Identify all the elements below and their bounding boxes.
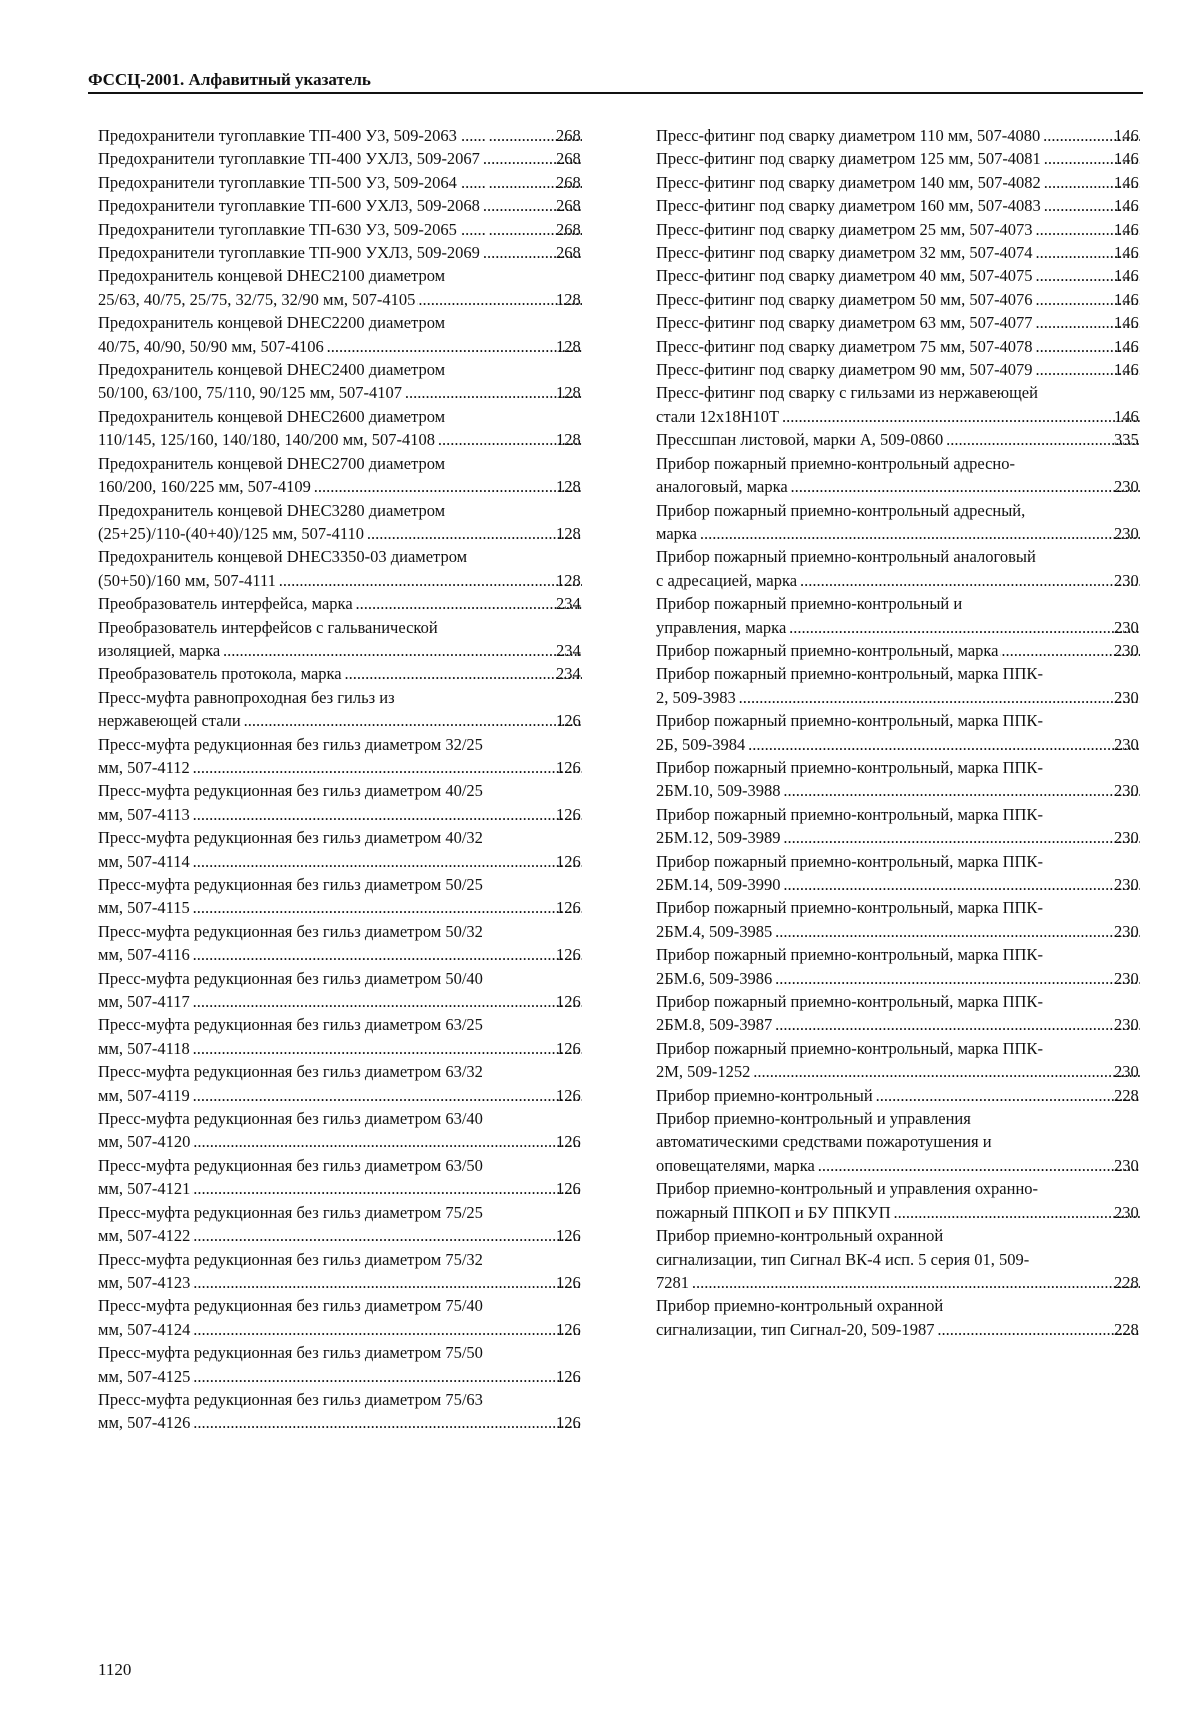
entry-text-line: Прибор пожарный приемно-контрольный, марка ППК-: [656, 757, 1043, 777]
index-entry: [98, 967, 584, 1014]
entry-text: мм, 507-4119: [98, 1085, 190, 1105]
entry-last-line: Пресс-фитинг под сварку диаметром 110 мм, 507-4080 ..... 146: [684, 124, 1142, 147]
dot-leader: [783, 826, 1140, 849]
index-entry: [98, 499, 584, 546]
entry-last-line: Прессшпан листовой, марки А, 509-0860 ..... 335: [684, 428, 1142, 451]
entry-text: 2БМ.14, 509-3990: [656, 875, 781, 894]
entry-text-line: Прибор пожарный приемно-контрольный адресно-: [656, 453, 1015, 473]
index-entry: [656, 288, 1142, 311]
entry-text-line: Пресс-фитинг под сварку с гильзами из нержавеющей: [656, 383, 1038, 403]
dot-leader: [691, 1271, 1140, 1294]
dot-leader: [192, 1037, 582, 1060]
entry-last-line: Пресс-фитинг под сварку диаметром 40 мм, 507-4075 ..... 146: [684, 264, 1142, 287]
entry-last-line: мм, 507-4121 ..... 126: [126, 1177, 584, 1200]
entry-text-line: Пресс-муфта редукционная без гильз диаметром 40/32: [98, 828, 483, 848]
entry-text: оповещателями, марка: [656, 1155, 815, 1175]
index-entry: [656, 756, 1142, 803]
entry-last-line: Пресс-фитинг под сварку диаметром 160 мм, 507-4083 ..... 146: [684, 194, 1142, 217]
dot-leader: [366, 522, 582, 545]
index-entry: [98, 826, 584, 873]
entry-text: управления, марка: [656, 617, 787, 637]
entry-last-line: сигнализации, тип Сигнал-20, 509-1987 ..... 228: [684, 1318, 1142, 1341]
index-column-left: [98, 124, 584, 1435]
index-entry: [98, 662, 584, 685]
entry-last-line: Пресс-фитинг под сварку диаметром 140 мм, 507-4082 ..... 146: [684, 171, 1142, 194]
entry-text-line: Пресс-муфта редукционная без гильз диаметром 75/40: [98, 1296, 483, 1316]
entry-text: 2БМ.10, 509-3988: [656, 781, 781, 801]
entry-last-line: стали 12х18Н10Т ..... 146: [684, 405, 1142, 428]
entry-last-line: 2Б, 509-3984 ..... 230: [684, 733, 1142, 756]
entry-text: аналоговый, марка: [656, 477, 788, 497]
entry-text: с адресацией, марка: [656, 570, 798, 590]
entry-last-line: Предохранители тугоплавкие ТП-630 У3, 509-2065 ...... ..... 268: [126, 218, 584, 241]
entry-last-line: Пресс-фитинг под сварку диаметром 32 мм, 507-4074 ..... 146: [684, 241, 1142, 264]
entry-text-line: Пресс-муфта редукционная без гильз диаметром 63/50: [98, 1155, 483, 1175]
dot-leader: [781, 405, 1140, 428]
entry-text: 2, 509-3983: [656, 687, 736, 707]
entry-text: Пресс-фитинг под сварку диаметром 160 мм, 507-4083: [656, 196, 1041, 216]
entry-text-line: Прибор пожарный приемно-контрольный аналоговый: [656, 547, 1036, 567]
index-entry: [656, 803, 1142, 850]
entry-last-line: мм, 507-4122 ..... 126: [126, 1224, 584, 1247]
entry-text: Пресс-фитинг под сварку диаметром 63 мм, 507-4077: [656, 313, 1033, 333]
dot-leader: [192, 803, 582, 826]
entry-text: Пресс-фитинг под сварку диаметром 40 мм, 507-4075: [656, 266, 1033, 286]
entry-text: мм, 507-4116: [98, 945, 190, 965]
index-entry: [98, 1154, 584, 1201]
dot-leader: [875, 1084, 1140, 1107]
entry-text: мм, 507-4126: [98, 1413, 191, 1433]
dot-leader: [222, 639, 582, 662]
entry-text-line: Предохранитель концевой DHEC2100 диаметром: [98, 266, 446, 286]
index-column-right: [656, 124, 1142, 1341]
entry-text: 2БМ.12, 509-3989: [656, 828, 781, 848]
index-entry: [98, 1107, 584, 1154]
entry-last-line: Прибор пожарный приемно-контрольный, марка ..... 230: [684, 639, 1142, 662]
entry-last-line: управления, марка ..... 230: [684, 616, 1142, 639]
index-entry: [98, 1294, 584, 1341]
index-entry: [98, 124, 584, 147]
entry-last-line: Пресс-фитинг под сварку диаметром 125 мм, 507-4081 ..... 146: [684, 147, 1142, 170]
index-entry: [98, 1388, 584, 1435]
entry-last-line: 110/145, 125/160, 140/180, 140/200 мм, 507-4108 ..... 128: [126, 428, 584, 451]
dot-leader: [192, 1084, 582, 1107]
index-entry: [656, 171, 1142, 194]
entry-text-line: Пресс-муфта редукционная без гильз диаметром 50/25: [98, 875, 483, 894]
entry-text: Предохранители тугоплавкие ТП-400 У3, 509-2063 ......: [98, 126, 486, 145]
index-entry: [98, 1248, 584, 1295]
entry-text-line: Прибор пожарный приемно-контрольный, марка ППК-: [656, 664, 1043, 684]
index-entry: [98, 194, 584, 217]
entry-text-line: Предохранитель концевой DHEC3280 диаметром: [98, 500, 446, 520]
index-entry: [656, 1224, 1142, 1294]
index-entry: [98, 405, 584, 452]
entry-last-line: Предохранители тугоплавкие ТП-400 УХЛ3, 509-2067 ..... 268: [126, 147, 584, 170]
dot-leader: [192, 1130, 582, 1153]
index-entry: [656, 1177, 1142, 1224]
entry-last-line: Прибор приемно-контрольный ..... 228: [684, 1084, 1142, 1107]
entry-text-line: сигнализации, тип Сигнал ВК-4 исп. 5 серия 01, 509-: [656, 1249, 1030, 1269]
entry-last-line: Предохранители тугоплавкие ТП-600 УХЛ3, 509-2068 ..... 268: [126, 194, 584, 217]
entry-text-line: Пресс-муфта редукционная без гильз диаметром 32/25: [98, 734, 483, 754]
entry-text: Преобразователь интерфейса, марка: [98, 594, 353, 614]
entry-text: мм, 507-4122: [98, 1226, 191, 1246]
entry-text-line: Прибор пожарный приемно-контрольный, марка ППК-: [656, 711, 1043, 731]
index-entry: [656, 990, 1142, 1037]
dot-leader: [192, 1365, 582, 1388]
entry-text: Пресс-фитинг под сварку диаметром 140 мм, 507-4082: [656, 172, 1041, 192]
index-entry: [98, 733, 584, 780]
entry-last-line: Пресс-фитинг под сварку диаметром 50 мм, 507-4076 ..... 146: [684, 288, 1142, 311]
index-entry: [656, 241, 1142, 264]
entry-text-line: Пресс-муфта редукционная без гильз диаметром 50/40: [98, 968, 483, 988]
entry-text-line: Пресс-муфта редукционная без гильз диаметром 50/32: [98, 921, 483, 941]
dot-leader: [788, 616, 1140, 639]
entry-text: Предохранители тугоплавкие ТП-600 УХЛ3, 509-2068: [98, 196, 480, 216]
entry-text: (50+50)/160 мм, 507-4111: [98, 570, 276, 590]
entry-last-line: (25+25)/110-(40+40)/125 мм, 507-4110 ..... 128: [126, 522, 584, 545]
dot-leader: [738, 686, 1140, 709]
dot-leader: [799, 569, 1140, 592]
entry-last-line: Предохранители тугоплавкие ТП-900 УХЛ3, 509-2069 ..... 268: [126, 241, 584, 264]
dot-leader: [192, 1224, 582, 1247]
index-entry: [98, 616, 584, 663]
index-entry: [656, 662, 1142, 709]
index-entry: [98, 358, 584, 405]
entry-text: мм, 507-4121: [98, 1179, 191, 1199]
entry-text-line: Прибор пожарный приемно-контрольный и: [656, 594, 963, 614]
dot-leader: [192, 990, 582, 1013]
entry-text: изоляцией, марка: [98, 640, 221, 660]
dot-leader: [192, 1271, 582, 1294]
entry-text: нержавеющей стали: [98, 711, 241, 731]
entry-text-line: Предохранитель концевой DHEC2600 диаметром: [98, 406, 446, 426]
index-entry: [656, 335, 1142, 358]
entry-text: 2БМ.4, 509-3985: [656, 921, 773, 941]
entry-text: сигнализации, тип Сигнал-20, 509-1987: [656, 1319, 935, 1339]
entry-text: 2Б, 509-3984: [656, 734, 746, 754]
entry-text: мм, 507-4120: [98, 1132, 191, 1152]
entry-text: мм, 507-4112: [98, 757, 190, 777]
dot-leader: [192, 850, 582, 873]
index-entry: [98, 873, 584, 920]
index-entry: [98, 241, 584, 264]
entry-last-line: 2БМ.10, 509-3988 ..... 230: [684, 779, 1142, 802]
dot-leader: [326, 335, 582, 358]
dot-leader: [192, 1318, 582, 1341]
entry-last-line: мм, 507-4124 ..... 126: [126, 1318, 584, 1341]
entry-text: мм, 507-4114: [98, 851, 190, 871]
entry-last-line: изоляцией, марка ..... 234: [126, 639, 584, 662]
entry-text-line: Прибор пожарный приемно-контрольный, марка ППК-: [656, 898, 1043, 918]
index-entry: [656, 1084, 1142, 1107]
index-entry: [98, 452, 584, 499]
dot-leader: [783, 779, 1140, 802]
entry-text-line: Прибор пожарный приемно-контрольный адресный,: [656, 500, 1026, 520]
index-entry: [656, 850, 1142, 897]
entry-text-line: Пресс-муфта редукционная без гильз диаметром 75/63: [98, 1389, 483, 1409]
index-entry: [656, 381, 1142, 428]
entry-last-line: 2М, 509-1252 ..... 230: [684, 1060, 1142, 1083]
index-entry: [656, 709, 1142, 756]
index-entry: [98, 1013, 584, 1060]
index-entry: [656, 147, 1142, 170]
index-entry: [656, 1294, 1142, 1341]
index-entry: [656, 1107, 1142, 1177]
entry-text: пожарный ППКОП и БУ ППКУП: [656, 1202, 891, 1222]
dot-leader: [355, 592, 582, 615]
index-entry: [656, 639, 1142, 662]
entry-text: мм, 507-4125: [98, 1366, 191, 1386]
index-entry: [98, 147, 584, 170]
entry-text: стали 12х18Н10Т: [656, 406, 780, 426]
dot-leader: [752, 1060, 1140, 1083]
page-number: 1120: [98, 1660, 132, 1679]
entry-text: Предохранители тугоплавкие ТП-400 УХЛ3, 509-2067: [98, 149, 480, 169]
entry-text: мм, 507-4123: [98, 1272, 191, 1292]
entry-text: мм, 507-4124: [98, 1319, 191, 1339]
index-entry: [98, 920, 584, 967]
entry-last-line: 40/75, 40/90, 50/90 мм, 507-4106 ..... 128: [126, 335, 584, 358]
entry-text: Пресс-фитинг под сварку диаметром 25 мм, 507-4073: [656, 219, 1033, 239]
entry-last-line: 25/63, 40/75, 25/75, 32/75, 32/90 мм, 507-4105 ..... 128: [126, 288, 584, 311]
entry-last-line: мм, 507-4126 ..... 126: [126, 1411, 584, 1434]
entry-text: 2БМ.8, 509-3987: [656, 1015, 773, 1035]
entry-text: 7281: [656, 1272, 689, 1292]
entry-last-line: 160/200, 160/225 мм, 507-4109 ..... 128: [126, 475, 584, 498]
dot-leader: [192, 896, 582, 919]
entry-text-line: Прибор пожарный приемно-контрольный, марка ППК-: [656, 1038, 1043, 1058]
dot-leader: [192, 1177, 582, 1200]
entry-last-line: 2БМ.4, 509-3985 ..... 230: [684, 920, 1142, 943]
dot-leader: [817, 1154, 1140, 1177]
entry-last-line: 2БМ.6, 509-3986 ..... 230: [684, 967, 1142, 990]
index-entry: [656, 358, 1142, 381]
entry-last-line: оповещателями, марка ..... 230: [684, 1154, 1142, 1177]
entry-text-line: Пресс-муфта редукционная без гильз диаметром 63/32: [98, 1062, 483, 1082]
entry-last-line: мм, 507-4115 ..... 126: [126, 896, 584, 919]
entry-last-line: Предохранители тугоплавкие ТП-500 У3, 509-2064 ...... ..... 268: [126, 171, 584, 194]
index-entry: [656, 452, 1142, 499]
entry-text: мм, 507-4117: [98, 992, 190, 1012]
entry-last-line: аналоговый, марка ..... 230: [684, 475, 1142, 498]
entry-text-line: Прибор приемно-контрольный охранной: [656, 1226, 944, 1246]
entry-text: 2БМ.6, 509-3986: [656, 968, 773, 988]
entry-last-line: Предохранители тугоплавкие ТП-400 У3, 509-2063 ...... ..... 268: [126, 124, 584, 147]
entry-last-line: мм, 507-4114 ..... 126: [126, 850, 584, 873]
dot-leader: [945, 428, 1140, 451]
entry-text: (25+25)/110-(40+40)/125 мм, 507-4110: [98, 523, 365, 543]
dot-leader: [344, 662, 582, 685]
entry-text: 25/63, 40/75, 25/75, 32/75, 32/90 мм, 507-4105: [98, 289, 416, 309]
entry-text: 40/75, 40/90, 50/90 мм, 507-4106: [98, 336, 324, 356]
dot-leader: [747, 733, 1140, 756]
entry-text-line: Прибор пожарный приемно-контрольный, марка ППК-: [656, 945, 1043, 965]
index-entry: [98, 1060, 584, 1107]
entry-last-line: мм, 507-4120 ..... 126: [126, 1130, 584, 1153]
dot-leader: [192, 756, 582, 779]
entry-text-line: Пресс-муфта редукционная без гильз диаметром 63/40: [98, 1109, 483, 1129]
dot-leader: [893, 1201, 1140, 1224]
index-entry: [98, 592, 584, 615]
entry-text-line: Предохранитель концевой DHEC2200 диаметром: [98, 313, 446, 333]
entry-text: Прибор приемно-контрольный: [656, 1085, 873, 1105]
entry-text: Прессшпан листовой, марки А, 509-0860: [656, 430, 944, 450]
entry-last-line: мм, 507-4125 ..... 126: [126, 1365, 584, 1388]
entry-last-line: Пресс-фитинг под сварку диаметром 25 мм, 507-4073 ..... 146: [684, 218, 1142, 241]
entry-last-line: 7281 ..... 228: [684, 1271, 1142, 1294]
entry-text-line: Пресс-муфта редукционная без гильз диаметром 63/25: [98, 1015, 483, 1035]
entry-last-line: пожарный ППКОП и БУ ППКУП ..... 230: [684, 1201, 1142, 1224]
entry-text-line: Прибор приемно-контрольный охранной: [656, 1296, 944, 1316]
entry-text: Предохранители тугоплавкие ТП-500 У3, 509-2064 ......: [98, 172, 486, 192]
dot-leader: [192, 943, 582, 966]
entry-last-line: 2, 509-3983 ..... 230: [684, 686, 1142, 709]
index-entry: [98, 1201, 584, 1248]
entry-last-line: 50/100, 63/100, 75/110, 90/125 мм, 507-4107 ..... 128: [126, 381, 584, 404]
index-entry: [656, 943, 1142, 990]
entry-text-line: Пресс-муфта редукционная без гильз диаметром 40/25: [98, 781, 483, 801]
entry-text-line: Пресс-муфта равнопроходная без гильз из: [98, 687, 395, 707]
dot-leader: [192, 1411, 582, 1434]
index-entry: [656, 545, 1142, 592]
entry-text-line: Предохранитель концевой DHEC2400 диаметром: [98, 360, 446, 380]
index-entry: [98, 545, 584, 592]
index-entry: [98, 264, 584, 311]
entry-text: Преобразователь протокола, марка: [98, 664, 342, 684]
entry-last-line: 2БМ.12, 509-3989 ..... 230: [684, 826, 1142, 849]
entry-text-line: Прибор пожарный приемно-контрольный, марка ППК-: [656, 804, 1043, 824]
entry-text-line: Пресс-муфта редукционная без гильз диаметром 75/25: [98, 1202, 483, 1222]
entry-text: Прибор пожарный приемно-контрольный, марка: [656, 640, 999, 660]
entry-text: 50/100, 63/100, 75/110, 90/125 мм, 507-4107: [98, 383, 402, 403]
index-entry: [98, 218, 584, 241]
entry-text-line: Предохранитель концевой DHEC3350-03 диаметром: [98, 547, 468, 567]
index-entry: [98, 686, 584, 733]
dot-leader: [699, 522, 1140, 545]
dot-leader: [774, 1013, 1140, 1036]
page-title: ФССЦ-2001. Алфавитный указатель: [88, 70, 371, 89]
index-entry: [656, 124, 1142, 147]
entry-text: 2М, 509-1252: [656, 1062, 751, 1082]
entry-text: Пресс-фитинг под сварку диаметром 90 мм, 507-4079: [656, 360, 1033, 380]
entry-last-line: Пресс-фитинг под сварку диаметром 75 мм, 507-4078 ..... 146: [684, 335, 1142, 358]
entry-text: Пресс-фитинг под сварку диаметром 75 мм, 507-4078: [656, 336, 1033, 356]
entry-text-line: автоматическими средствами пожаротушения и: [656, 1132, 992, 1152]
entry-last-line: мм, 507-4117 ..... 126: [126, 990, 584, 1013]
index-entry: [656, 218, 1142, 241]
entry-text: Пресс-фитинг под сварку диаметром 110 мм, 507-4080: [656, 126, 1041, 145]
entry-last-line: Пресс-фитинг под сварку диаметром 90 мм, 507-4079 ..... 146: [684, 358, 1142, 381]
dot-leader: [243, 709, 582, 732]
entry-last-line: 2БМ.8, 509-3987 ..... 230: [684, 1013, 1142, 1036]
entry-text-line: Пресс-муфта редукционная без гильз диаметром 75/32: [98, 1249, 483, 1269]
index-entry: [656, 264, 1142, 287]
entry-text: 160/200, 160/225 мм, 507-4109: [98, 477, 311, 497]
index-entry: [656, 499, 1142, 546]
entry-last-line: нержавеющей стали ..... 126: [126, 709, 584, 732]
entry-last-line: 2БМ.14, 509-3990 ..... 230: [684, 873, 1142, 896]
entry-text: Предохранители тугоплавкие ТП-900 УХЛ3, 509-2069: [98, 243, 480, 263]
entry-text-line: Предохранитель концевой DHEC2700 диаметром: [98, 453, 446, 473]
entry-text: 110/145, 125/160, 140/180, 140/200 мм, 507-4108: [98, 430, 435, 450]
index-entry: [98, 171, 584, 194]
entry-last-line: Преобразователь интерфейса, марка ..... 234: [126, 592, 584, 615]
entry-text: Предохранители тугоплавкие ТП-630 У3, 509-2065 ......: [98, 219, 486, 239]
dot-leader: [774, 967, 1140, 990]
entry-text-line: Преобразователь интерфейсов с гальванической: [98, 617, 438, 637]
entry-last-line: с адресацией, марка ..... 230: [684, 569, 1142, 592]
entry-last-line: мм, 507-4112 ..... 126: [126, 756, 584, 779]
dot-leader: [937, 1318, 1141, 1341]
entry-text: мм, 507-4115: [98, 898, 190, 918]
entry-text: Пресс-фитинг под сварку диаметром 32 мм, 507-4074: [656, 243, 1033, 263]
index-entry: [98, 779, 584, 826]
index-entry: [656, 194, 1142, 217]
entry-text: Пресс-фитинг под сварку диаметром 50 мм, 507-4076: [656, 289, 1033, 309]
entry-text-line: Прибор приемно-контрольный и управления: [656, 1109, 971, 1129]
entry-last-line: марка ..... 230: [684, 522, 1142, 545]
entry-last-line: мм, 507-4116 ..... 126: [126, 943, 584, 966]
index-entry: [656, 311, 1142, 334]
page-header: [88, 70, 1143, 94]
entry-text-line: Прибор приемно-контрольный и управления охранно-: [656, 1179, 1039, 1199]
index-entry: [98, 311, 584, 358]
index-entry: [656, 428, 1142, 451]
dot-leader: [790, 475, 1140, 498]
entry-last-line: мм, 507-4113 ..... 126: [126, 803, 584, 826]
entry-last-line: мм, 507-4119 ..... 126: [126, 1084, 584, 1107]
index-entry: [656, 1037, 1142, 1084]
entry-last-line: мм, 507-4123 ..... 126: [126, 1271, 584, 1294]
entry-last-line: мм, 507-4118 ..... 126: [126, 1037, 584, 1060]
entry-text: Пресс-фитинг под сварку диаметром 125 мм, 507-4081: [656, 149, 1041, 169]
dot-leader: [313, 475, 582, 498]
entry-text: мм, 507-4118: [98, 1038, 190, 1058]
entry-last-line: Преобразователь протокола, марка ..... 234: [126, 662, 584, 685]
entry-text: марка: [656, 523, 697, 543]
index-entry: [656, 896, 1142, 943]
entry-last-line: Пресс-фитинг под сварку диаметром 63 мм, 507-4077 ..... 146: [684, 311, 1142, 334]
dot-leader: [783, 873, 1140, 896]
entry-last-line: (50+50)/160 мм, 507-4111 ..... 128: [126, 569, 584, 592]
index-entry: [656, 592, 1142, 639]
entry-text-line: Прибор пожарный приемно-контрольный, марка ППК-: [656, 992, 1043, 1012]
index-entry: [98, 1341, 584, 1388]
entry-text: мм, 507-4113: [98, 804, 190, 824]
entry-text-line: Прибор пожарный приемно-контрольный, марка ППК-: [656, 851, 1043, 871]
entry-text-line: Пресс-муфта редукционная без гильз диаметром 75/50: [98, 1343, 483, 1363]
dot-leader: [774, 920, 1140, 943]
dot-leader: [278, 569, 582, 592]
